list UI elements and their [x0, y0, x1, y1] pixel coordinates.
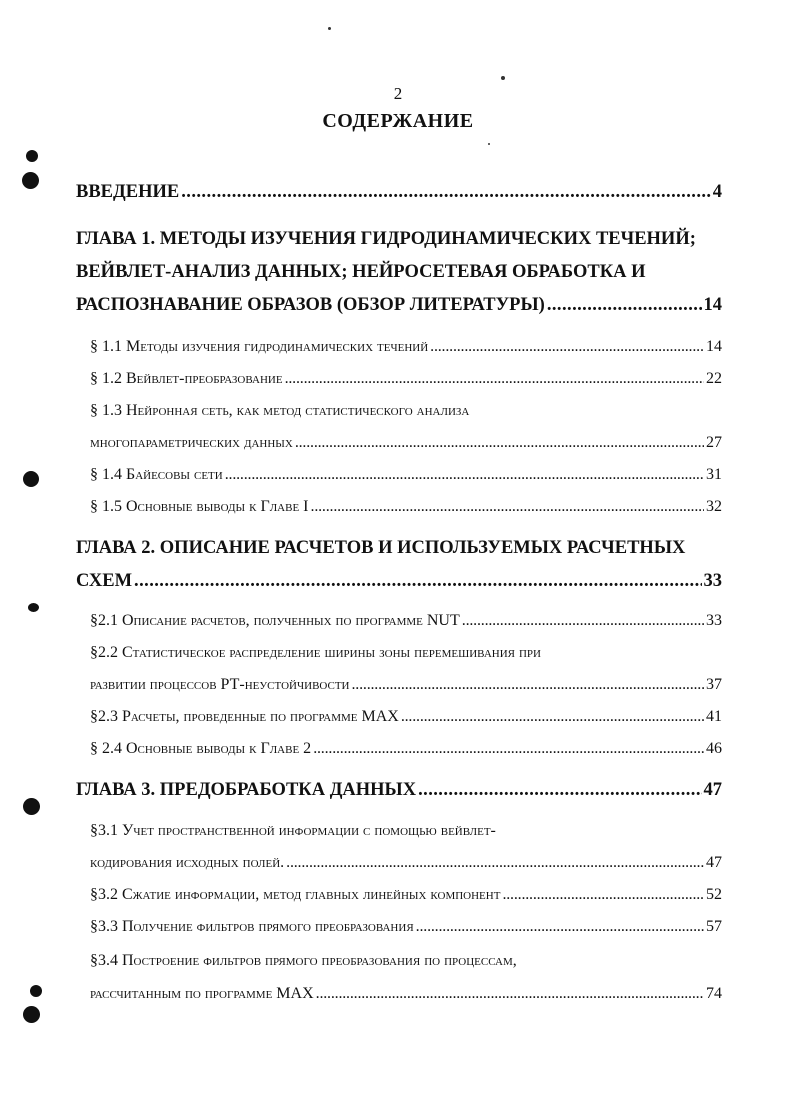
toc-entry-section-2-4 [90, 740, 722, 758]
toc-entry-text: § 1.1 Методы изучения гидродинамических течений [90, 338, 429, 355]
toc-entry-text: ВВЕДЕНИЕ [76, 182, 180, 202]
binder-hole-mark [23, 798, 40, 815]
leader-dots [313, 740, 704, 758]
toc-entry-page: 52 [706, 886, 722, 903]
leader-dots [225, 466, 704, 484]
section-2-2-line1: §2.2 Статистическое распределение ширины зоны перемешивания при [90, 644, 541, 661]
scan-speck [488, 143, 490, 145]
toc-entry-text: §3.2 Сжатие информации, метод главных линейных компонент [90, 886, 501, 903]
toc-entry-page: 46 [706, 740, 722, 757]
toc-entry-text: §2.1 Описание расчетов, полученных по программе NUT [90, 612, 460, 629]
toc-entry-chapter3 [76, 780, 722, 801]
toc-entry-page: 57 [706, 918, 722, 935]
section-3-4-line1: §3.4 Построение фильтров прямого преобразования по процессам, [90, 952, 517, 969]
leader-dots [286, 854, 704, 872]
toc-entry-page: 14 [703, 295, 722, 315]
leader-dots [352, 676, 705, 694]
toc-entry-text: рассчитанным по программе MAX [90, 985, 314, 1002]
toc-entry-section-3-4 [90, 985, 722, 1003]
toc-entry-section-2-2 [90, 676, 722, 694]
toc-entry-page: 4 [712, 182, 722, 202]
toc-entry-text: РАСПОЗНАВАНИЕ ОБРАЗОВ (ОБЗОР ЛИТЕРАТУРЫ) [76, 295, 545, 315]
leader-dots [462, 612, 704, 630]
toc-entry-page: 32 [706, 498, 722, 515]
section-1-3-line1: § 1.3 Нейронная сеть, как метод статистического анализа [90, 402, 470, 419]
toc-entry-page: 37 [706, 676, 722, 693]
binder-hole-mark [23, 471, 39, 487]
toc-entry-text: § 1.2 Вейвлет-преобразование [90, 370, 283, 387]
toc-entry-text: СХЕМ [76, 571, 133, 591]
toc-entry-text: § 1.4 Байесовы сети [90, 466, 223, 483]
toc-entry-section-1-1 [90, 338, 722, 356]
leader-dots [134, 571, 701, 592]
leader-dots [181, 182, 711, 203]
toc-entry-text: § 1.5 Основные выводы к Главе I [90, 498, 309, 515]
toc-entry-section-1-4 [90, 466, 722, 484]
toc-entry-text: §3.3 Получение фильтров прямого преобразования [90, 918, 414, 935]
leader-dots [401, 708, 704, 726]
toc-entry-text: § 2.4 Основные выводы к Главе 2 [90, 740, 312, 757]
toc-entry-text: многопараметрических данных [90, 434, 293, 451]
toc-entry-section-1-5 [90, 498, 722, 516]
toc-entry-chapter2 [76, 571, 722, 592]
binder-hole-mark [22, 172, 39, 189]
leader-dots [547, 295, 702, 316]
binder-hole-mark [23, 1006, 40, 1023]
toc-entry-intro [76, 182, 722, 203]
toc-entry-page: 14 [706, 338, 722, 355]
toc-entry-chapter1 [76, 295, 722, 316]
toc-entry-section-3-2 [90, 886, 722, 904]
leader-dots [416, 918, 704, 936]
scan-speck [501, 76, 505, 80]
scan-speck [328, 27, 331, 30]
toc-entry-page: 47 [703, 780, 722, 800]
leader-dots [295, 434, 704, 452]
leader-dots [316, 985, 704, 1003]
toc-entry-text: §2.3 Расчеты, проведенные по программе MAX [90, 708, 399, 725]
toc-entry-section-3-3 [90, 918, 722, 936]
toc-entry-section-2-3 [90, 708, 722, 726]
toc-entry-page: 41 [706, 708, 722, 725]
chapter2-title-line1: ГЛАВА 2. ОПИСАНИЕ РАСЧЕТОВ И ИСПОЛЬЗУЕМЫХ РАСЧЕТНЫХ [76, 538, 686, 558]
toc-entry-page: 31 [706, 466, 722, 483]
toc-entry-page: 33 [703, 571, 722, 591]
toc-entry-page: 47 [706, 854, 722, 871]
toc-entry-page: 33 [706, 612, 722, 629]
chapter1-title-line1: ГЛАВА 1. МЕТОДЫ ИЗУЧЕНИЯ ГИДРОДИНАМИЧЕСКИХ ТЕЧЕНИЙ; [76, 229, 696, 249]
toc-entry-section-3-1 [90, 854, 722, 872]
leader-dots [285, 370, 704, 388]
leader-dots [418, 780, 701, 801]
page-title: СОДЕРЖАНИЕ [322, 110, 474, 132]
binder-hole-mark [30, 985, 42, 997]
toc-entry-text: кодирования исходных полей. [90, 854, 285, 871]
page-number: 2 [393, 84, 403, 103]
leader-dots [430, 338, 704, 356]
toc-entry-page: 74 [706, 985, 722, 1002]
section-3-1-line1: §3.1 Учет пространственной информации с помощью вейвлет- [90, 822, 496, 839]
toc-entry-page: 22 [706, 370, 722, 387]
binder-hole-mark [26, 150, 38, 162]
toc-entry-section-2-1 [90, 612, 722, 630]
leader-dots [311, 498, 704, 516]
toc-entry-page: 27 [706, 434, 722, 451]
toc-entry-text: ГЛАВА 3. ПРЕДОБРАБОТКА ДАННЫХ [76, 780, 417, 800]
toc-entry-section-1-2 [90, 370, 722, 388]
chapter1-title-line2: ВЕЙВЛЕТ-АНАЛИЗ ДАННЫХ; НЕЙРОСЕТЕВАЯ ОБРАБОТКА И [76, 262, 646, 282]
toc-entry-section-1-3 [90, 434, 722, 452]
binder-hole-mark [28, 603, 39, 612]
toc-entry-text: развитии процессов РТ-неустойчивости [90, 676, 350, 693]
leader-dots [502, 886, 704, 904]
